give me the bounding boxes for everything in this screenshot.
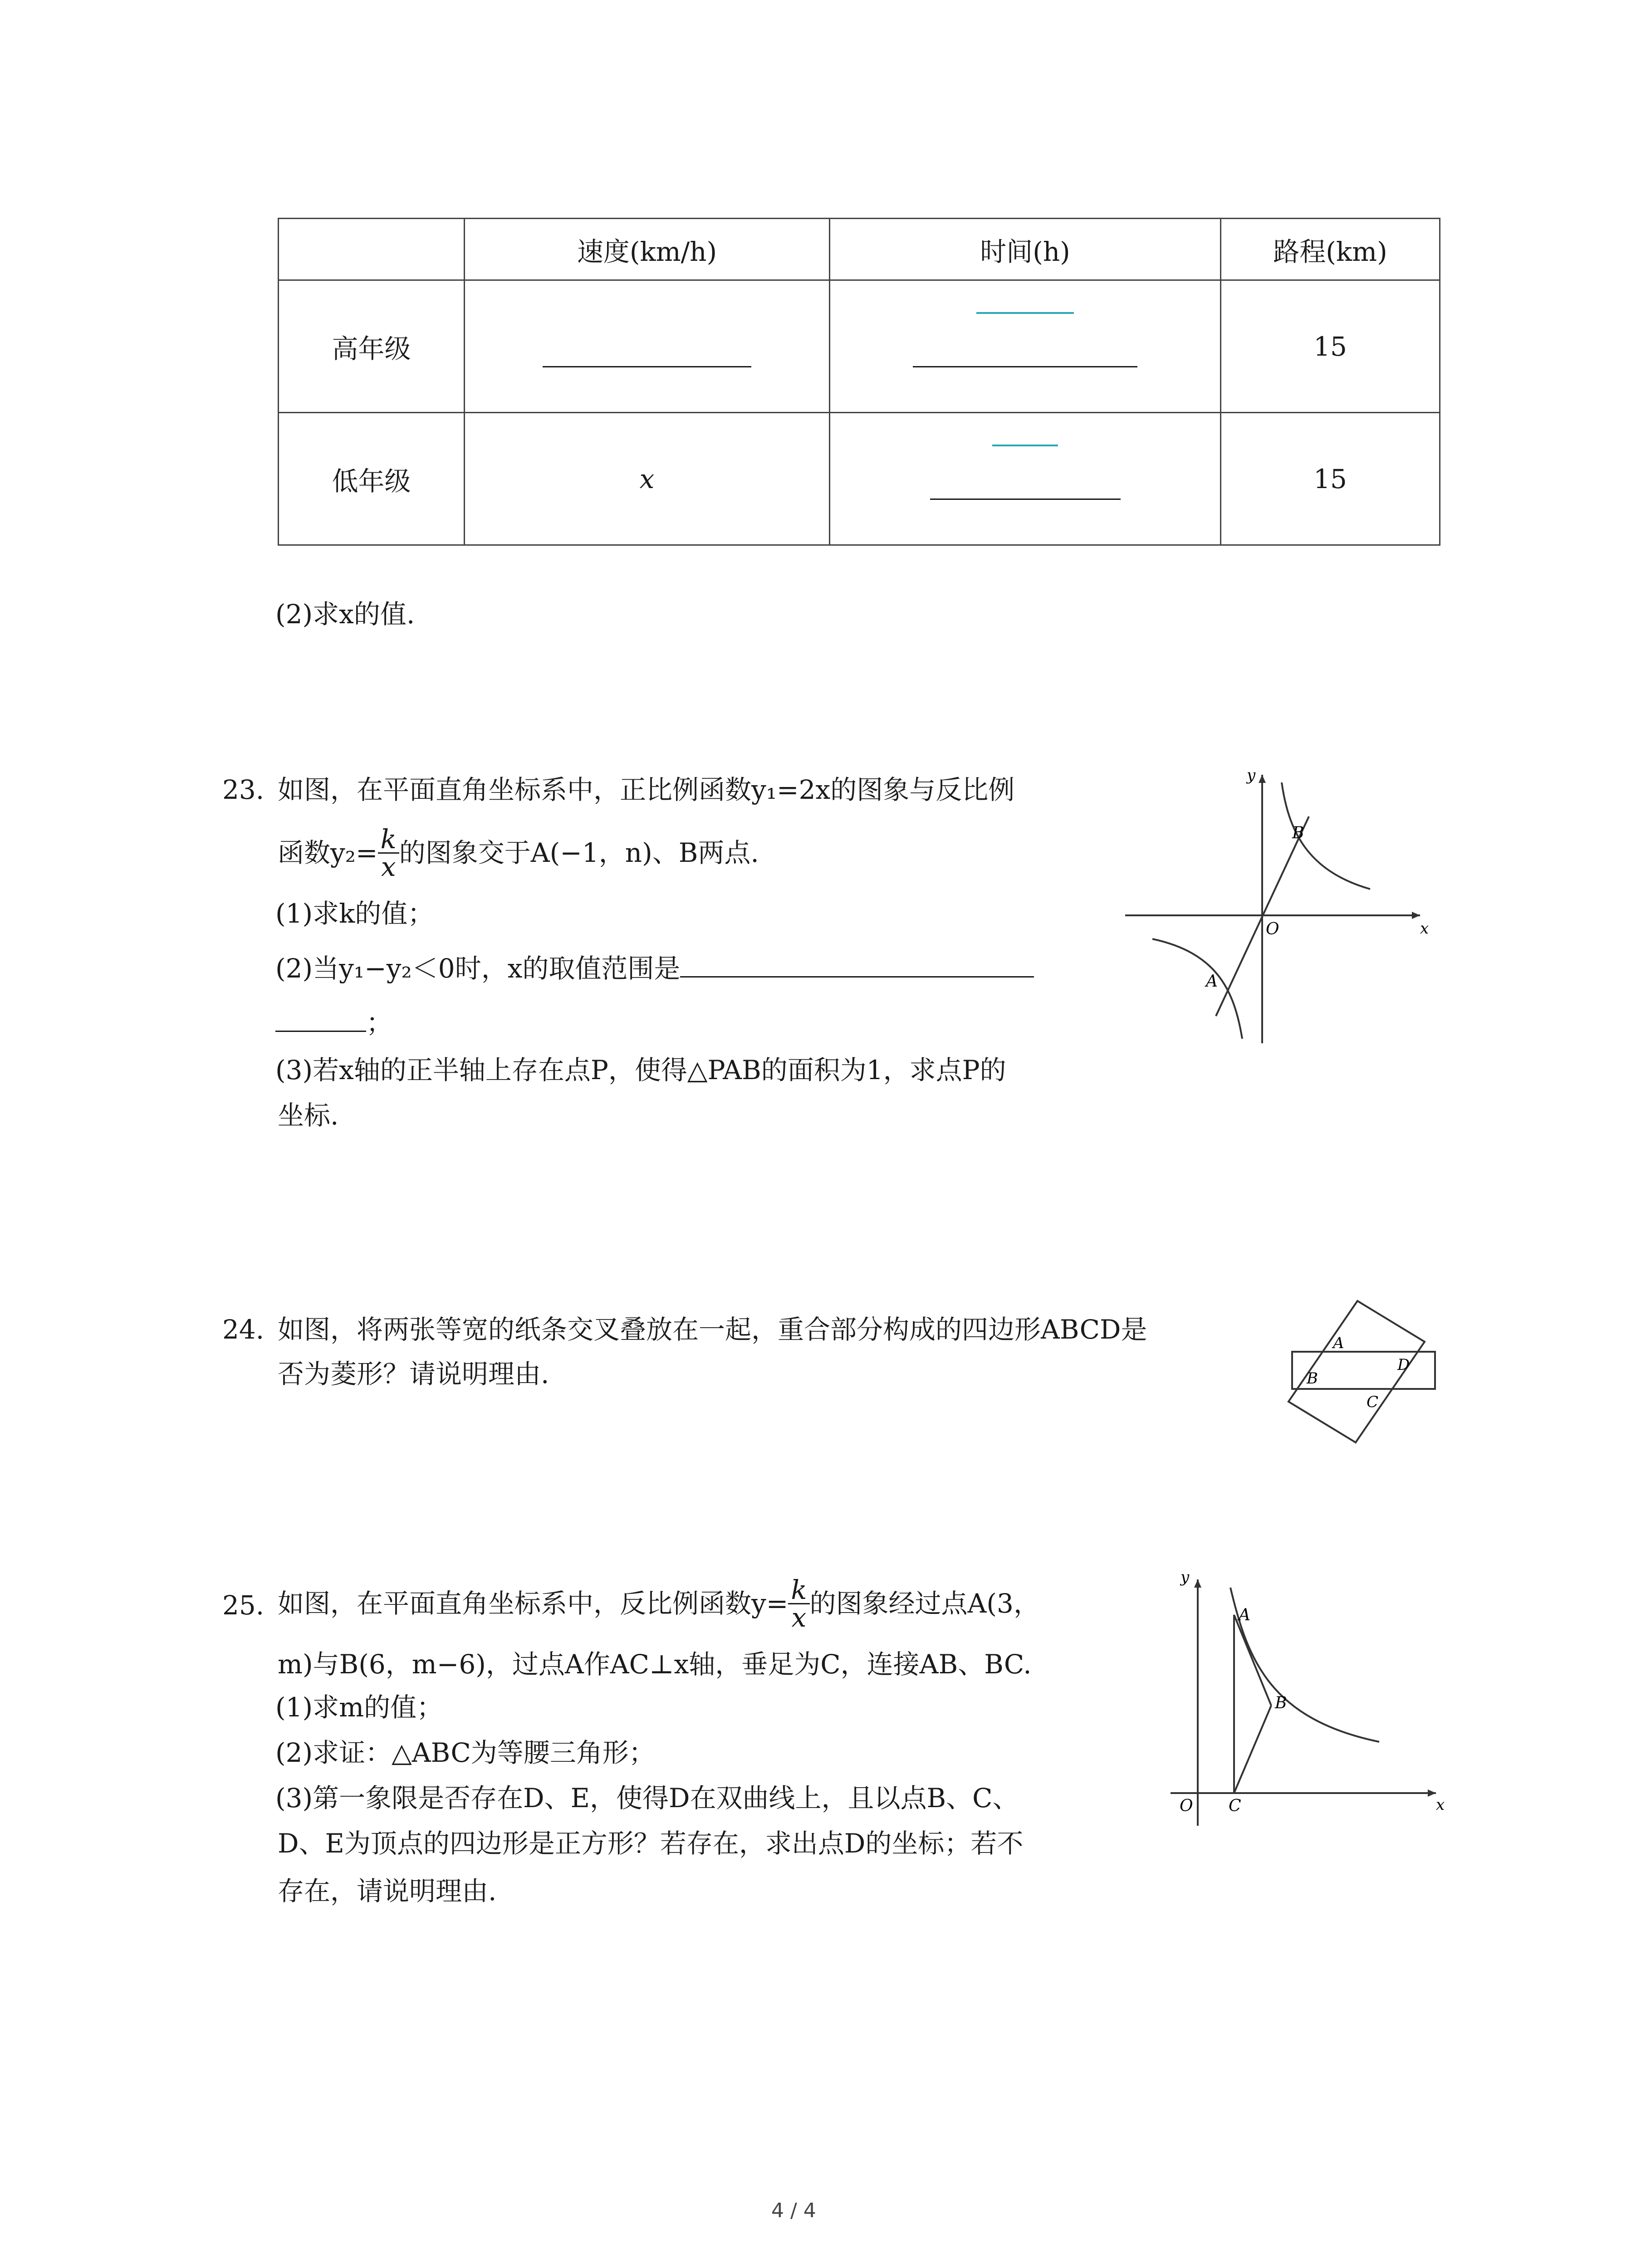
q25-part3-line3: 存在，请说明理由. — [278, 1876, 497, 1906]
q25-part3-line2: D、E为顶点的四边形是正方形？若存在，求出点D的坐标；若不 — [278, 1828, 1024, 1859]
question-number: 25. — [222, 1590, 265, 1621]
q23-part2: (2)当y₁−y₂＜0时，x的取值范围是 — [275, 953, 681, 984]
fraction-denominator: x — [381, 851, 396, 882]
speed-cell: x — [465, 413, 830, 545]
vertex-a-label: A — [1333, 1334, 1344, 1352]
segment-bc — [1234, 1706, 1271, 1793]
fraction-bar — [976, 312, 1074, 314]
point-b-label: B — [1292, 824, 1304, 842]
q23-line1: 如图，在平面直角坐标系中，正比例函数y₁=2x的图象与反比例 — [278, 774, 1015, 805]
q23-line2 — [278, 821, 759, 885]
answer-blank[interactable] — [930, 499, 1121, 500]
q25-part1: (1)求m的值； — [275, 1692, 443, 1723]
table-header-cell: 速度(km/h) — [465, 219, 830, 280]
row-label: 高年级 — [279, 280, 465, 413]
speed-time-distance-table — [278, 218, 1440, 546]
fraction — [378, 823, 399, 882]
q23-figure — [1125, 762, 1434, 1052]
q23-part2-end: ； — [366, 1007, 393, 1038]
q24-line2: 否为菱形？请说明理由. — [278, 1359, 549, 1389]
answer-blank[interactable] — [275, 1007, 366, 1032]
q25-line1-pre: 如图，在平面直角坐标系中，反比例函数y= — [278, 1588, 789, 1619]
page-number: 4 / 4 — [771, 2199, 816, 2222]
question-number: 23. — [222, 774, 265, 805]
distance-cell: 15 — [1221, 413, 1440, 545]
q23-part2-row — [275, 953, 1034, 982]
table-header-cell: 路程(km) — [1221, 219, 1440, 280]
vertex-d-label: D — [1397, 1356, 1410, 1374]
point-a-label: A — [1239, 1606, 1250, 1624]
point-b-label: B — [1275, 1694, 1287, 1712]
question-number: 24. — [222, 1314, 265, 1345]
answer-blank[interactable] — [680, 953, 1034, 978]
fraction-bar — [992, 445, 1058, 446]
row-label: 低年级 — [279, 413, 465, 545]
table-header-cell — [279, 219, 465, 280]
q25-part3-line1: (3)第一象限是否存在D、E，使得D在双曲线上，且以点B、C、 — [275, 1783, 1019, 1813]
table-header-cell: 时间(h) — [830, 219, 1221, 280]
q25-line2: m)与B(6，m−6)，过点A作AC⊥x轴，垂足为C，连接AB、BC. — [278, 1649, 1032, 1680]
point-c-label: C — [1229, 1797, 1241, 1815]
vertex-c-label: C — [1367, 1393, 1379, 1411]
q23-line2-pre: 函数y₂= — [278, 837, 378, 868]
speed-cell — [465, 280, 830, 413]
q23-part3-line1: (3)若x轴的正半轴上存在点P，使得△PAB的面积为1，求点P的 — [275, 1055, 1006, 1085]
q25-figure — [1171, 1569, 1443, 1833]
fraction-denominator: x — [791, 1602, 807, 1633]
y-axis-arrow — [1259, 775, 1266, 783]
answer-blank[interactable] — [913, 366, 1137, 367]
fraction — [788, 1574, 809, 1633]
time-cell — [830, 280, 1221, 413]
fraction-numerator: k — [788, 1577, 809, 1604]
q23-part2-end-row — [275, 1007, 392, 1036]
x-axis-label: x — [1436, 1796, 1445, 1814]
q25-line1-post: 的图象经过点A(3， — [809, 1588, 1040, 1619]
q24-line1: 如图，将两张等宽的纸条交叉叠放在一起，重合部分构成的四边形ABCD是 — [278, 1314, 1147, 1345]
y-axis-label: y — [1181, 1568, 1190, 1586]
q23-part1: (1)求k的值； — [275, 898, 434, 929]
segment-ab — [1234, 1615, 1271, 1706]
table-row — [279, 280, 1440, 413]
distance-cell: 15 — [1221, 280, 1440, 413]
q23-part3-line2: 坐标. — [278, 1100, 339, 1131]
origin-label: O — [1180, 1797, 1193, 1815]
q23-line2-post: 的图象交于A(−1，n)、B两点. — [399, 837, 759, 868]
vertex-b-label: B — [1307, 1369, 1318, 1388]
x-axis-arrow — [1428, 1789, 1436, 1797]
fraction-numerator: k — [378, 826, 399, 854]
origin-label: O — [1266, 920, 1279, 938]
q22-part2: (2)求x的值. — [275, 599, 415, 630]
point-a-label: A — [1206, 972, 1218, 991]
q25-part2: (2)求证：△ABC为等腰三角形； — [275, 1737, 655, 1768]
table-row — [279, 413, 1440, 545]
answer-blank[interactable] — [543, 366, 751, 367]
time-cell — [830, 413, 1221, 545]
y-axis-arrow — [1194, 1579, 1201, 1588]
q24-figure — [1288, 1297, 1438, 1447]
table-header-row — [279, 219, 1440, 280]
hyperbola-branch — [1230, 1588, 1379, 1742]
x-axis-label: x — [1420, 919, 1429, 938]
x-axis-arrow — [1412, 912, 1420, 919]
y-axis-label: y — [1247, 766, 1256, 784]
q25-line1 — [278, 1569, 1040, 1637]
